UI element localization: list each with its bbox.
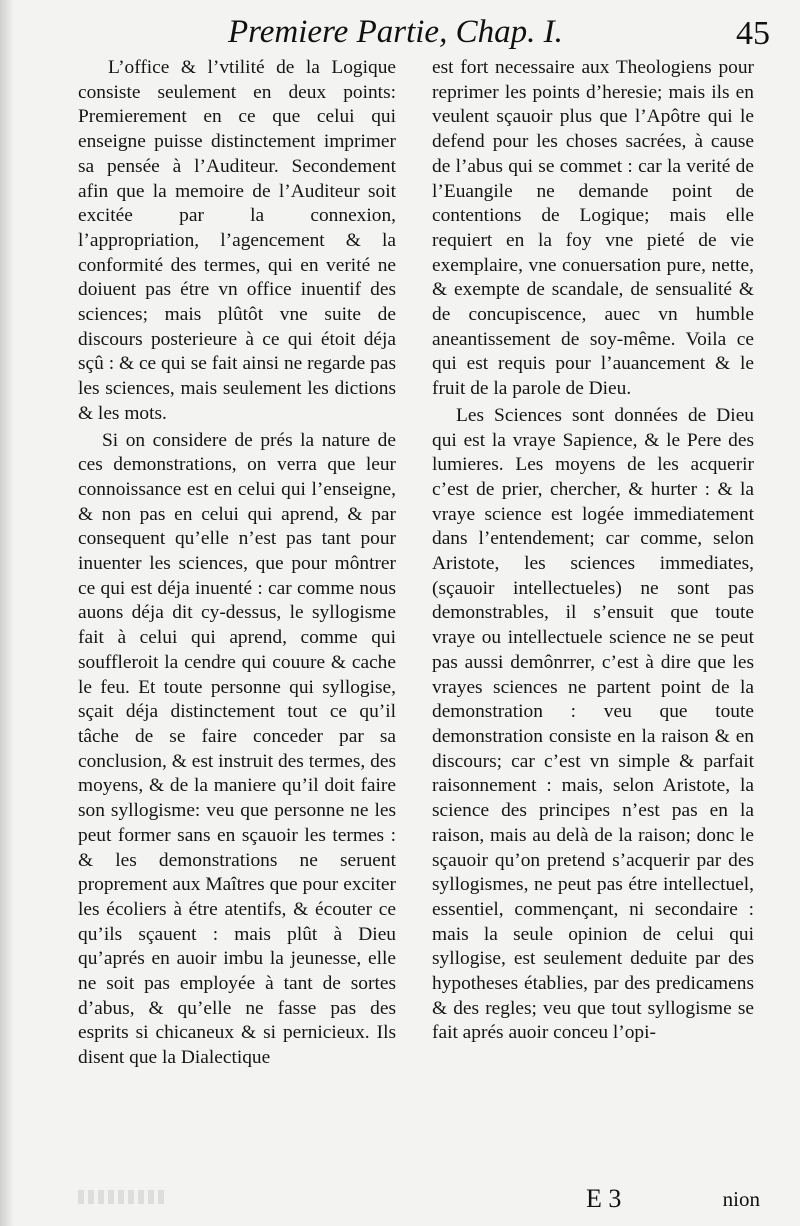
catchword: nion: [722, 1187, 760, 1211]
page-number: 45: [736, 15, 770, 52]
paragraph: L’office & l’vtilité de la Logique consiste seulement en deux points: Premierement en ce que celui qui enseigne puisse distinctement imprimer sa pensée à l’Auditeur. Secondement afin que la memoire de l’Auditeur soit excitée par la connexion, l’appropriation, l’agencement & la conformité des termes, qui en verité ne doiuent pas étre vn office inuentif des sciences; mais plûtôt vne suite de discours posterieure à ce qui étoit déja sçû : & ce qui se fait ainsi ne regarde pas les sciences, mais seulement les dictions & les mots.: [78, 57, 396, 424]
left-column: [78, 56, 396, 1071]
running-title: Premiere Partie, Chap. I.: [228, 14, 563, 50]
signature-mark: E 3: [586, 1184, 622, 1213]
right-column: [432, 56, 754, 1046]
gutter-shadow: [0, 0, 14, 1226]
page-footer: [0, 1182, 800, 1218]
paragraph: Les Sciences sont données de Dieu qui est la vraye Sapience, & le Pere des lumieres. Les moyens de les acquerir c’est de prier, chercher, & hurter : & la vraye science est logée immediatement dans l’entendement; car comme, selon Aristote, les sciences immediates, (sçauoir intellectueles) ne sont pas demonstrables, il s’ensuit que toute vraye ou intellectuele science ne se peut pas aussi demônrrer, c’est à dire que les vrayes sciences ne partent point de la demonstration : veu que toute demonstration consiste en la raison & en discours; car c’est vn simple & parfait raisonnement : mais, selon Aristote, la science des principes n’est pas en la raison, mais au delà de la raison; donc le sçauoir qu’on pretend s’acquerir par des syllogismes, ne peut pas étre intellectuel, essentiel, commençant, ni secondaire : mais la seule opinion de celui qui syllogise, est seulement deduite par des hypotheses établies, par des predicamens & des regles; veu que tout syllogisme se fait aprés auoir conceu l’opi-: [432, 404, 754, 1044]
paragraph-continued: est fort necessaire aux Theologiens pour reprimer les points d’heresie; mais ils en veulent sçauoir plus que l’Apôtre qui le defend pour les choses sacrées, à cause de l’abus qui se commet : car la verité de l’Euangile ne demande point de contentions de Logique; mais elle requiert en la foy vne pieté de vie exemplaire, vne conuersation pure, nette, & exempte de scandale, de sensualité & de concupiscence, auec vn humble aneantissement de soy-même. Voila ce qui est requis pour l’auancement & le fruit de la parole de Dieu.: [432, 57, 754, 400]
paragraph: Si on considere de prés la nature de ces demonstrations, on verra que leur connoissance est en celui qui l’enseigne, & non pas en celui qui aprend, & par consequent qu’elle n’est pas tant pour inuenter les sciences, que pour môntrer ce qui est déja inuenté : car comme nous auons déja dit cy-dessus, le syllogisme fait à celui qui aprend, comme qui souffleroit la cendre qui couure & cache le feu. Et toute personne qui syllogise, sçait déja distinctement tout ce qu’il tâche de se faire conceder par sa conclusion, & est instruit des termes, des moyens, & de la maniere qu’il doit faire son syllogisme: veu que personne ne les peut former sans en sçauoir les termes : & les demonstrations ne seruent proprement aux Maîtres que pour exciter les écoliers à étre atentifs, & écouter ce qu’ils sçauent : mais plût à Dieu qu’aprés en auoir imbu la jeunesse, elle ne soit pas employée à tant de sortes d’abus, & qu’elle ne fasse pas des esprits si chicaneux & si pernicieux. Ils disent que la Dialectique: [78, 429, 396, 1069]
page-header: [0, 12, 800, 52]
bleed-through-mark: [78, 1190, 168, 1204]
